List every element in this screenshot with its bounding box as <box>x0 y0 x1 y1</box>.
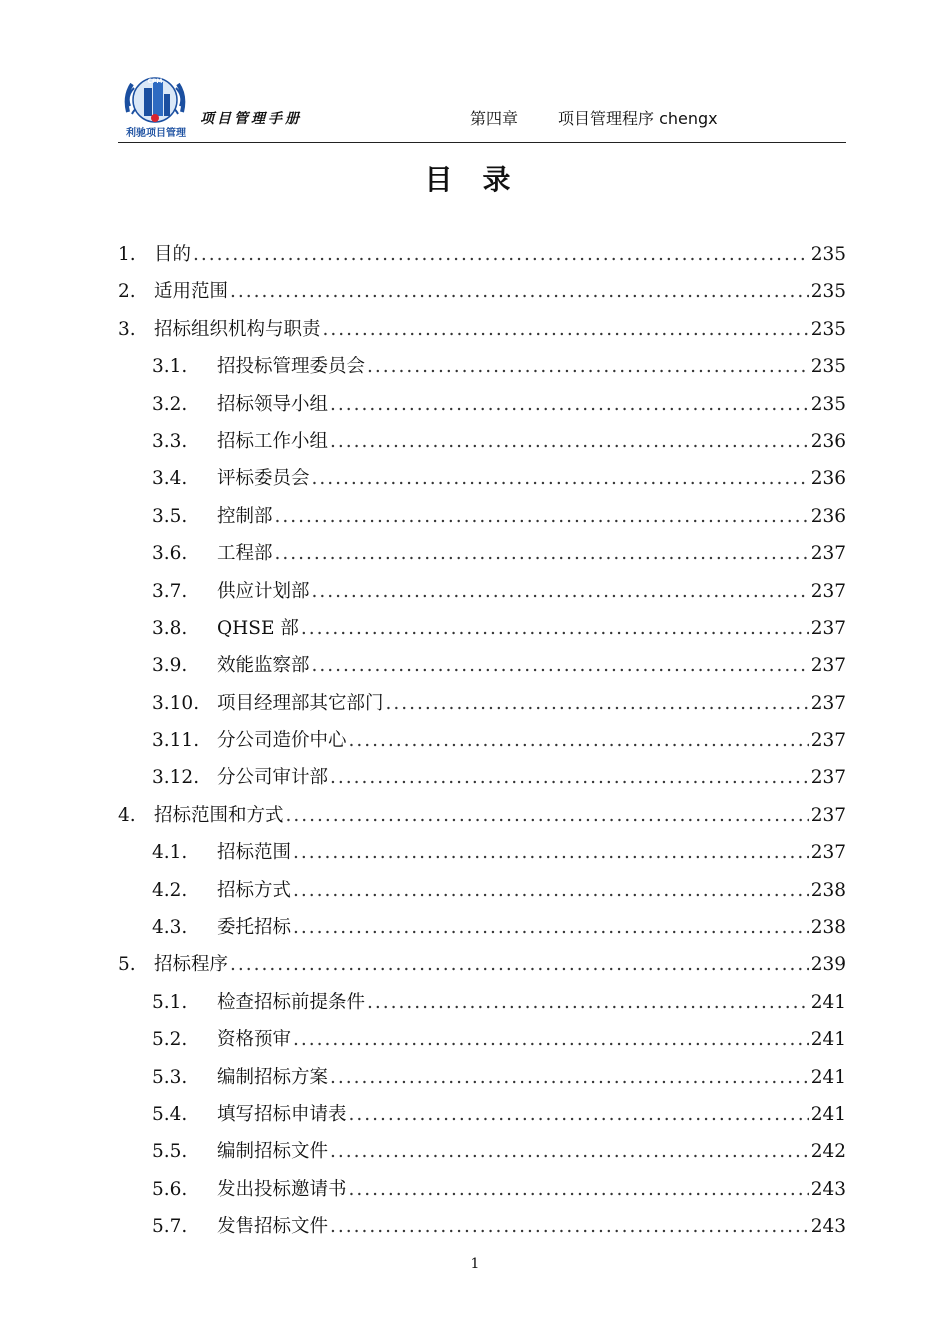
toc-entry-number: 3.1. <box>152 356 188 378</box>
toc-entry-page: 235 <box>810 318 846 340</box>
toc-entry-page: 235 <box>810 281 846 303</box>
toc-leader-dots <box>349 1171 809 1208</box>
toc-entry-title: 目的 <box>154 244 192 265</box>
toc-entry[interactable] <box>118 685 846 722</box>
page-number: 1 <box>470 1256 480 1272</box>
toc-entry[interactable] <box>118 984 846 1021</box>
toc-entry-title: 招标范围和方式 <box>154 804 284 826</box>
toc-entry-page: 238 <box>810 879 846 901</box>
toc-entry[interactable] <box>118 797 846 834</box>
toc-entry-number: 2. <box>118 281 136 303</box>
toc-entry-number: 3.9. <box>152 655 188 677</box>
toc-leader-dots <box>293 909 809 946</box>
toc-entry-number: 3.11. <box>152 730 200 752</box>
logo-badge: CPM <box>147 78 163 85</box>
toc-entry-page: 237 <box>810 580 846 602</box>
toc-entry[interactable] <box>118 1208 846 1245</box>
toc-entry-title: 工程部 <box>217 543 273 565</box>
toc-entry[interactable] <box>118 759 846 796</box>
toc-entry-number: 5.5. <box>152 1141 188 1163</box>
toc-leader-dots <box>293 1021 809 1058</box>
toc-entry-number: 5. <box>118 954 136 976</box>
toc-entry-page: 237 <box>810 617 846 639</box>
toc-entry-page: 235 <box>810 356 846 378</box>
toc-entry-page: 236 <box>810 468 846 490</box>
page-header <box>118 60 846 143</box>
toc-entry-title: 招标程序 <box>154 954 229 976</box>
toc-entry[interactable] <box>118 386 846 423</box>
toc-entry[interactable] <box>118 909 846 946</box>
table-of-contents <box>118 236 846 1246</box>
toc-entry[interactable] <box>118 498 846 535</box>
toc-entry-title: 分公司审计部 <box>217 767 329 789</box>
toc-leader-dots <box>286 797 809 834</box>
toc-entry[interactable] <box>118 1021 846 1058</box>
toc-entry-page: 237 <box>810 655 846 677</box>
toc-entry[interactable] <box>118 348 846 385</box>
toc-entry-number: 5.4. <box>152 1103 188 1125</box>
toc-entry-page: 241 <box>810 991 846 1013</box>
toc-leader-dots <box>275 498 809 535</box>
toc-entry-title: 项目经理部其它部门 <box>217 692 384 714</box>
toc-entry-number: 5.3. <box>152 1066 188 1088</box>
toc-leader-dots <box>323 311 809 348</box>
toc-entry[interactable] <box>118 872 846 909</box>
toc-leader-dots <box>293 834 809 871</box>
toc-entry-number: 5.7. <box>152 1216 188 1238</box>
toc-entry-title: 分公司造价中心 <box>217 730 347 752</box>
toc-entry-page: 241 <box>810 1029 846 1051</box>
toc-entry-title: 编制招标方案 <box>217 1066 329 1088</box>
toc-entry-number: 4. <box>118 804 136 826</box>
toc-entry-number: 3.6. <box>152 543 188 565</box>
toc-entry[interactable] <box>118 1059 846 1096</box>
toc-entry[interactable] <box>118 834 846 871</box>
toc-leader-dots <box>330 423 809 460</box>
chapter-label: 第四章 <box>470 109 519 128</box>
toc-entry[interactable] <box>118 610 846 647</box>
toc-leader-dots <box>193 236 809 273</box>
toc-entry-number: 3.4. <box>152 468 188 490</box>
toc-entry-page: 237 <box>810 804 846 826</box>
toc-entry-number: 3.3. <box>152 430 188 452</box>
toc-entry-page: 237 <box>810 692 846 714</box>
toc-entry[interactable] <box>118 423 846 460</box>
toc-entry-title: 资格预审 <box>217 1029 292 1051</box>
toc-entry-number: 3.2. <box>152 393 188 415</box>
toc-leader-dots <box>349 722 809 759</box>
toc-entry[interactable] <box>118 647 846 684</box>
toc-entry-title: 供应计划部 <box>217 580 310 602</box>
program-label: 项目管理程序 chengx <box>558 109 718 128</box>
toc-leader-dots <box>330 386 809 423</box>
toc-entry-number: 3.10. <box>152 692 200 714</box>
toc-entry-page: 241 <box>810 1103 846 1125</box>
toc-entry-number: 5.1. <box>152 991 188 1013</box>
toc-leader-dots <box>275 535 809 572</box>
toc-entry-page: 238 <box>810 917 846 939</box>
toc-entry[interactable] <box>118 535 846 572</box>
toc-entry[interactable] <box>118 1171 846 1208</box>
toc-entry-title: 适用范围 <box>154 281 229 303</box>
toc-leader-dots <box>367 984 809 1021</box>
toc-leader-dots <box>312 573 809 610</box>
toc-entry-title: 发售招标文件 <box>217 1216 329 1238</box>
toc-entry-page: 236 <box>810 505 846 527</box>
toc-entry-number: 3.5. <box>152 505 188 527</box>
toc-entry-title: 招投标管理委员会 <box>217 356 366 378</box>
toc-leader-dots <box>330 1133 809 1170</box>
manual-title: 项目管理手册 <box>200 111 302 127</box>
toc-entry-title: 编制招标文件 <box>217 1141 329 1163</box>
toc-entry-title: 控制部 <box>217 505 273 527</box>
toc-leader-dots <box>230 946 809 983</box>
toc-entry-page: 241 <box>810 1066 846 1088</box>
toc-entry[interactable] <box>118 573 846 610</box>
toc-entry-number: 4.1. <box>152 842 188 864</box>
toc-entry-title: 招标方式 <box>217 879 292 901</box>
toc-entry[interactable] <box>118 1096 846 1133</box>
toc-entry[interactable] <box>118 722 846 759</box>
toc-entry-page: 236 <box>810 430 846 452</box>
toc-entry-title: 检查招标前提条件 <box>217 991 366 1013</box>
toc-leader-dots <box>349 1096 809 1133</box>
toc-entry-number: 5.6. <box>152 1178 188 1200</box>
toc-entry[interactable] <box>118 311 846 348</box>
logo-caption: 利驰项目管理 <box>126 128 186 139</box>
toc-entry-page: 235 <box>810 393 846 415</box>
toc-leader-dots <box>312 647 809 684</box>
toc-entry-number: 3.12. <box>152 767 200 789</box>
toc-leader-dots <box>312 460 809 497</box>
toc-entry-title: 招标范围 <box>217 842 292 864</box>
toc-leader-dots <box>230 273 809 310</box>
toc-entry-number: 3.7. <box>152 580 188 602</box>
toc-entry-title: 招标组织机构与职责 <box>154 318 321 340</box>
toc-entry-title: QHSE 部 <box>217 617 299 639</box>
toc-entry-title: 评标委员会 <box>217 468 310 490</box>
toc-leader-dots <box>367 348 809 385</box>
toc-entry[interactable] <box>118 946 846 983</box>
toc-entry[interactable] <box>118 460 846 497</box>
toc-entry-page: 237 <box>810 730 846 752</box>
toc-leader-dots <box>330 1059 809 1096</box>
toc-entry-page: 239 <box>810 954 846 976</box>
toc-leader-dots <box>330 1208 809 1245</box>
toc-leader-dots <box>301 610 809 647</box>
toc-entry-title: 委托招标 <box>217 917 292 939</box>
toc-entry-page: 237 <box>810 767 846 789</box>
toc-entry[interactable] <box>118 1133 846 1170</box>
toc-entry-title: 效能监察部 <box>217 655 310 677</box>
toc-entry-page: 237 <box>810 842 846 864</box>
toc-entry-page: 243 <box>810 1216 846 1238</box>
toc-entry-number: 3.8. <box>152 617 188 639</box>
toc-entry-number: 3. <box>118 318 136 340</box>
toc-entry-page: 235 <box>810 244 846 265</box>
toc-entry-title: 招标工作小组 <box>217 430 329 452</box>
toc-entry-number: 1. <box>118 244 136 265</box>
toc-entry-number: 4.2. <box>152 879 188 901</box>
toc-leader-dots <box>293 872 809 909</box>
toc-entry-title: 发出投标邀请书 <box>217 1178 347 1200</box>
toc-entry-page: 243 <box>810 1178 846 1200</box>
toc-entry-title: 填写招标申请表 <box>217 1103 347 1125</box>
page-title: 目录 <box>424 163 541 196</box>
toc-leader-dots <box>330 759 809 796</box>
toc-entry-title: 招标领导小组 <box>217 393 329 415</box>
toc-entry-page: 237 <box>810 543 846 565</box>
toc-entry-page: 242 <box>810 1141 846 1163</box>
toc-entry-number: 5.2. <box>152 1029 188 1051</box>
toc-entry[interactable] <box>118 236 846 273</box>
toc-entry-number: 4.3. <box>152 917 188 939</box>
toc-entry[interactable] <box>118 273 846 310</box>
toc-leader-dots <box>386 685 809 722</box>
